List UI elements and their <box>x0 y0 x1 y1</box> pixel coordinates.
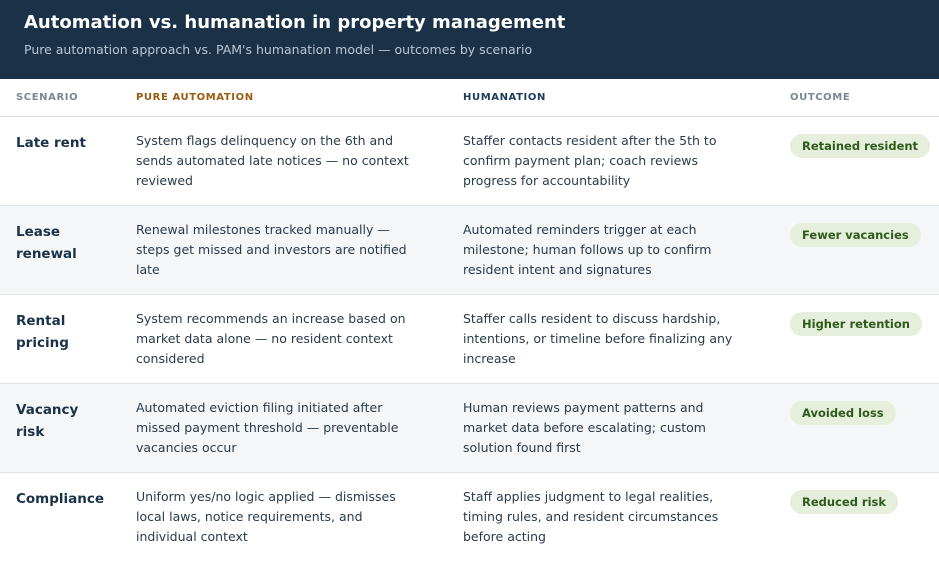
page-title: Automation vs. humanation in property management <box>24 12 566 33</box>
automation-cell: System recommends an increase based on market data alone — no resident context considered <box>136 311 406 366</box>
humanation-cell: Automated reminders trigger at each milestone; human follows up to confirm resident intent and signatures <box>463 222 712 277</box>
automation-cell: Uniform yes/no logic applied — dismisses local laws, notice requirements, and individual context <box>136 489 396 544</box>
table-row <box>0 473 939 562</box>
outcome-cell <box>774 206 939 295</box>
scenario-cell: Lease renewal <box>16 224 77 262</box>
outcome-badge: Retained resident <box>790 134 930 158</box>
column-header-scenario: SCENARIO <box>0 79 120 117</box>
outcome-badge: Avoided loss <box>790 401 896 425</box>
table-row <box>0 206 939 295</box>
humanation-cell: Staff applies judgment to legal realities, timing rules, and resident circumstances before acting <box>463 489 719 544</box>
scenario-cell: Compliance <box>16 491 105 507</box>
scenario-cell: Vacancy risk <box>16 402 79 440</box>
column-header-humanation: HUMANATION <box>447 79 774 117</box>
table-header <box>0 79 939 117</box>
column-header-outcome: OUTCOME <box>774 79 939 117</box>
automation-cell: Renewal milestones tracked manually — steps get missed and investors are notified late <box>136 222 407 277</box>
humanation-cell: Staffer contacts resident after the 5th to confirm payment plan; coach reviews progress for accountability <box>463 133 717 188</box>
table-row <box>0 117 939 206</box>
outcome-cell <box>774 473 939 562</box>
table-row <box>0 384 939 473</box>
outcome-badge: Higher retention <box>790 312 922 336</box>
header-row <box>0 79 939 117</box>
outcome-cell <box>774 117 939 206</box>
page-header <box>0 0 939 79</box>
outcome-cell <box>774 295 939 384</box>
comparison-table <box>0 79 939 562</box>
scenario-cell: Late rent <box>16 135 86 151</box>
scenario-cell: Rental pricing <box>16 313 69 351</box>
humanation-cell: Staffer calls resident to discuss hardship, intentions, or timeline before finalizing any increase <box>463 311 733 366</box>
table-body <box>0 117 939 562</box>
outcome-cell <box>774 384 939 473</box>
column-header-pure-automation: PURE AUTOMATION <box>120 79 447 117</box>
page-subtitle: Pure automation approach vs. PAM's humanation model — outcomes by scenario <box>24 42 533 57</box>
outcome-badge: Fewer vacancies <box>790 223 921 247</box>
humanation-cell: Human reviews payment patterns and market data before escalating; custom solution found first <box>463 400 706 455</box>
outcome-badge: Reduced risk <box>790 490 898 514</box>
automation-cell: System flags delinquency on the 6th and sends automated late notices — no context reviewed <box>136 133 409 188</box>
table-row <box>0 295 939 384</box>
automation-cell: Automated eviction filing initiated after missed payment threshold — preventable vacancies occur <box>136 400 399 455</box>
